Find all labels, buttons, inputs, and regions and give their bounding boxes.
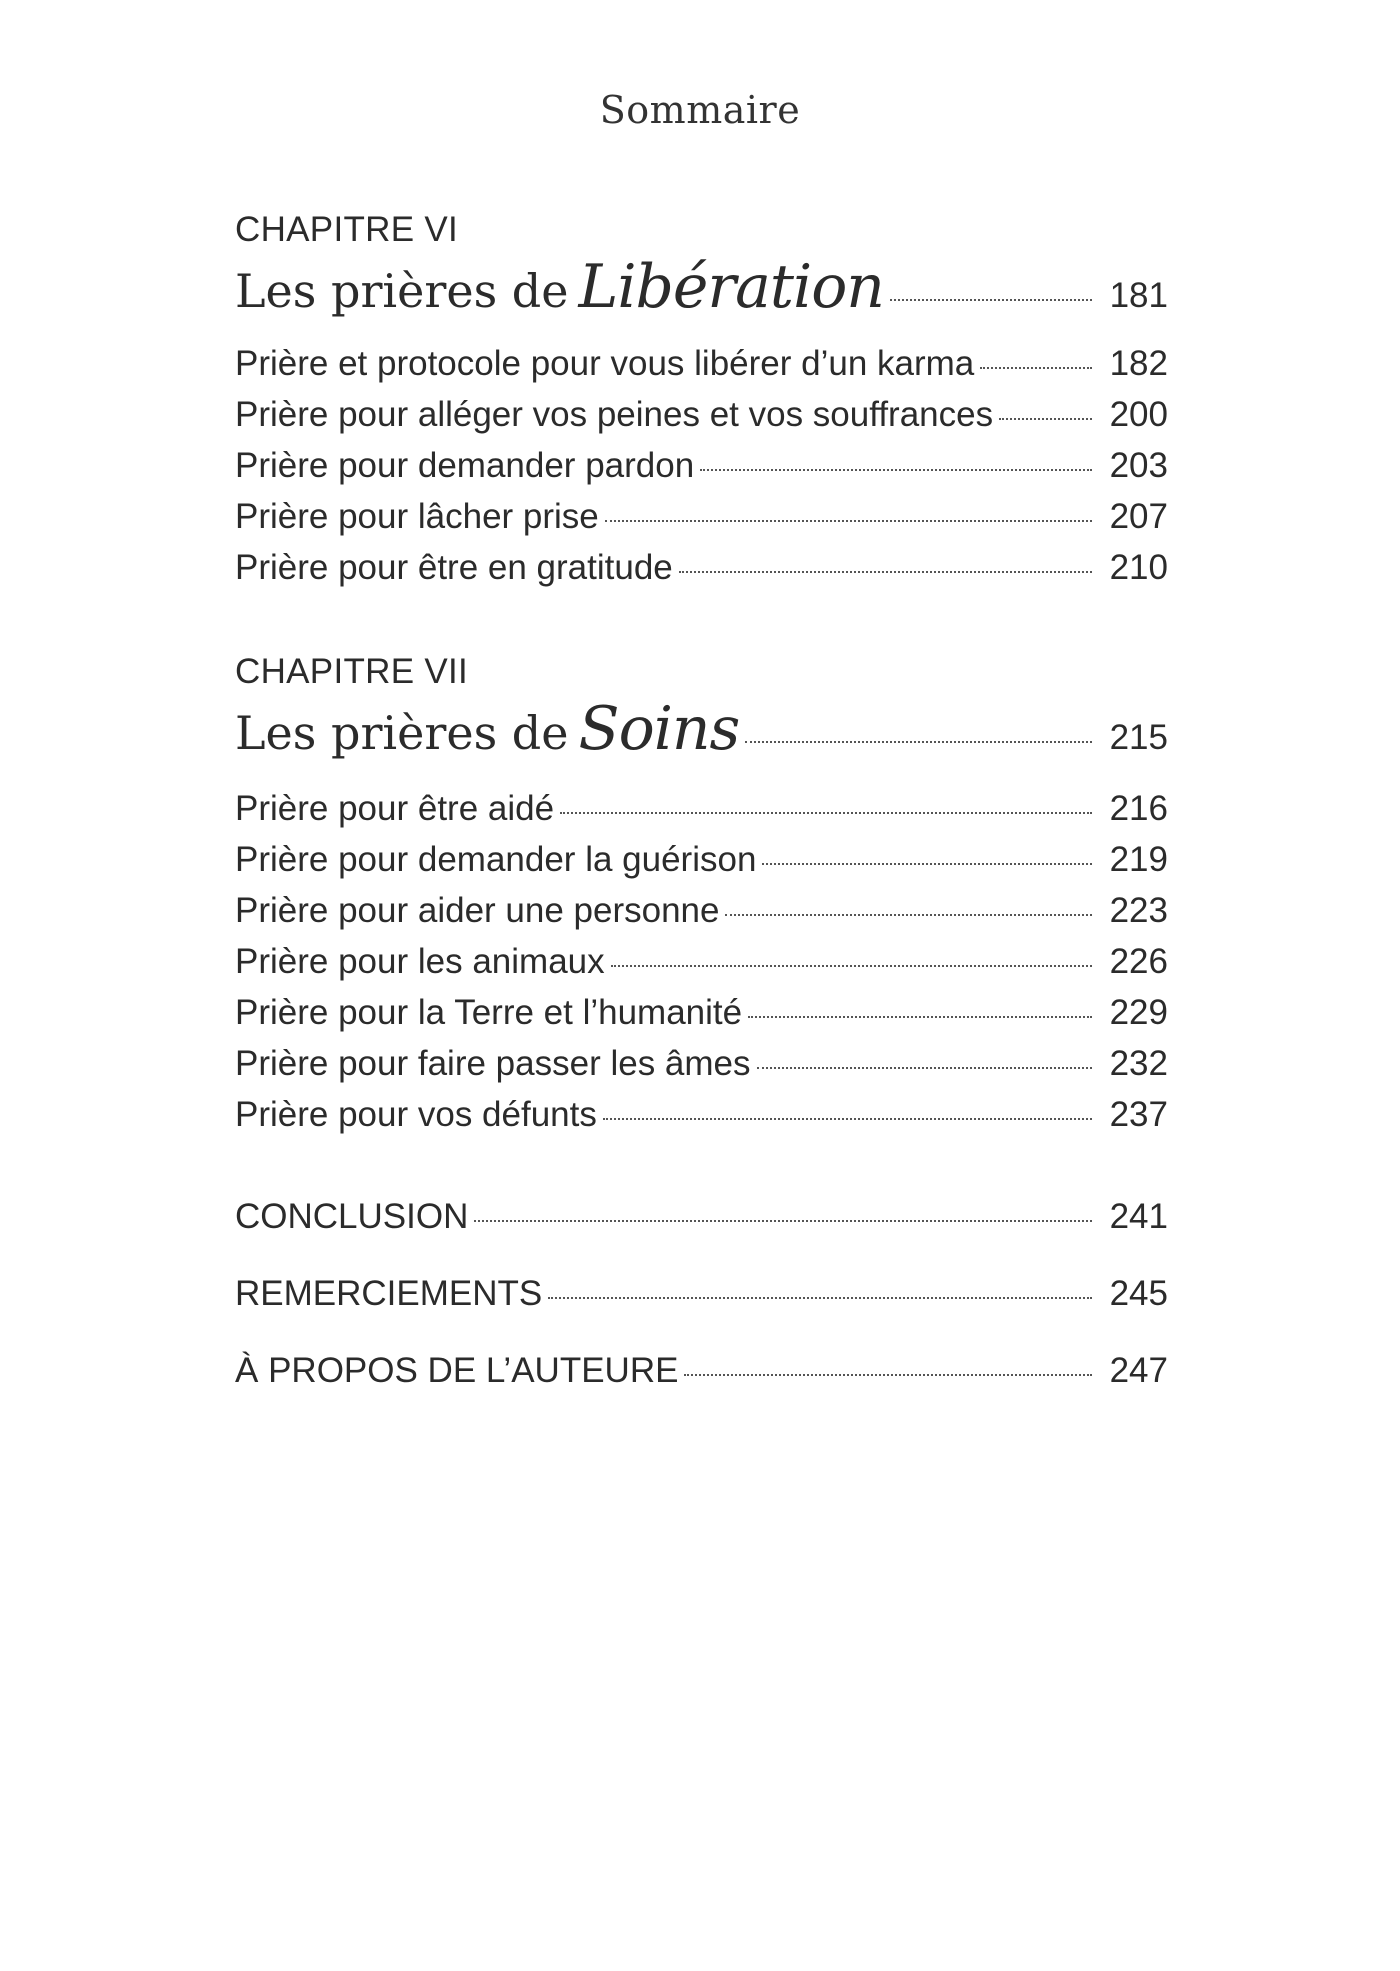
dot-leader [890,299,1092,301]
dot-leader [684,1374,1092,1376]
toc-entry [235,497,1168,537]
page-number: 200 [1109,395,1168,434]
entry-title: Prière pour lâcher prise [235,497,599,536]
toc-entry [235,840,1168,880]
toc-entry [235,993,1168,1033]
entry-title: CONCLUSION [235,1197,469,1236]
entry-title: Prière pour être aidé [235,789,555,828]
chapter-title [235,694,1168,764]
entry-title: Prière pour demander la guérison [235,840,757,879]
chapter-title-prefix: Les prières de [235,264,569,318]
dot-leader [980,367,1092,369]
page-number: 181 [1109,276,1168,315]
entry-title: Prière pour demander pardon [235,446,695,485]
toc-entry [235,446,1168,486]
page-number: 247 [1109,1351,1168,1390]
page-number: 241 [1109,1197,1168,1236]
toc-entry [235,942,1168,982]
entry-title: Prière pour faire passer les âmes [235,1044,751,1083]
dot-leader [679,571,1092,573]
entry-title: Prière et protocole pour vous libérer d’un karma [235,344,975,383]
entry-title: Prière pour alléger vos peines et vos souffrances [235,395,994,434]
page-number: 182 [1109,344,1168,383]
page-number: 226 [1109,942,1168,981]
toc-entry [235,548,1168,588]
page-number: 223 [1109,891,1168,930]
toc-entry-back-matter [235,1197,1168,1237]
dot-leader [757,1067,1093,1069]
dot-leader [745,741,1092,743]
chapter-title [235,252,1168,322]
chapter-title-prefix: Les prières de [235,706,569,760]
page-number: 219 [1109,840,1168,879]
dot-leader [560,812,1092,814]
entry-title: REMERCIEMENTS [235,1274,543,1313]
chapter-title-script: Soins [578,694,740,764]
toc-entry [235,789,1168,829]
page-number: 215 [1109,718,1168,757]
dot-leader [548,1297,1092,1299]
entry-title: Prière pour aider une personne [235,891,720,930]
dot-leader [725,914,1092,916]
entry-title: Prière pour vos défunts [235,1095,597,1134]
entry-title: Prière pour être en gratitude [235,548,673,587]
entry-title: Prière pour la Terre et l’humanité [235,993,743,1032]
page-number: 203 [1109,446,1168,485]
page-number: 210 [1109,548,1168,587]
entry-title: Prière pour les animaux [235,942,605,981]
dot-leader [605,520,1092,522]
chapter-label: CHAPITRE VII [235,652,469,691]
dot-leader [700,469,1092,471]
toc-entry [235,891,1168,931]
toc-entry [235,1095,1168,1135]
page-number: 237 [1109,1095,1168,1134]
toc-entry-back-matter [235,1274,1168,1314]
toc-entry [235,1044,1168,1084]
toc-entry [235,395,1168,435]
dot-leader [748,1016,1092,1018]
page-number: 216 [1109,789,1168,828]
dot-leader [474,1220,1092,1222]
page-number: 229 [1109,993,1168,1032]
dot-leader [762,863,1092,865]
toc-entry-back-matter [235,1351,1168,1391]
dot-leader [603,1118,1092,1120]
dot-leader [611,965,1092,967]
toc-entry [235,344,1168,384]
chapter-label: CHAPITRE VI [235,210,459,249]
page-title: Sommaire [599,88,801,132]
page-number: 207 [1109,497,1168,536]
chapter-title-script: Libération [578,252,884,322]
dot-leader [999,418,1092,420]
page-number: 245 [1109,1274,1168,1313]
entry-title: À PROPOS DE L’AUTEURE [235,1351,679,1390]
page-number: 232 [1109,1044,1168,1083]
